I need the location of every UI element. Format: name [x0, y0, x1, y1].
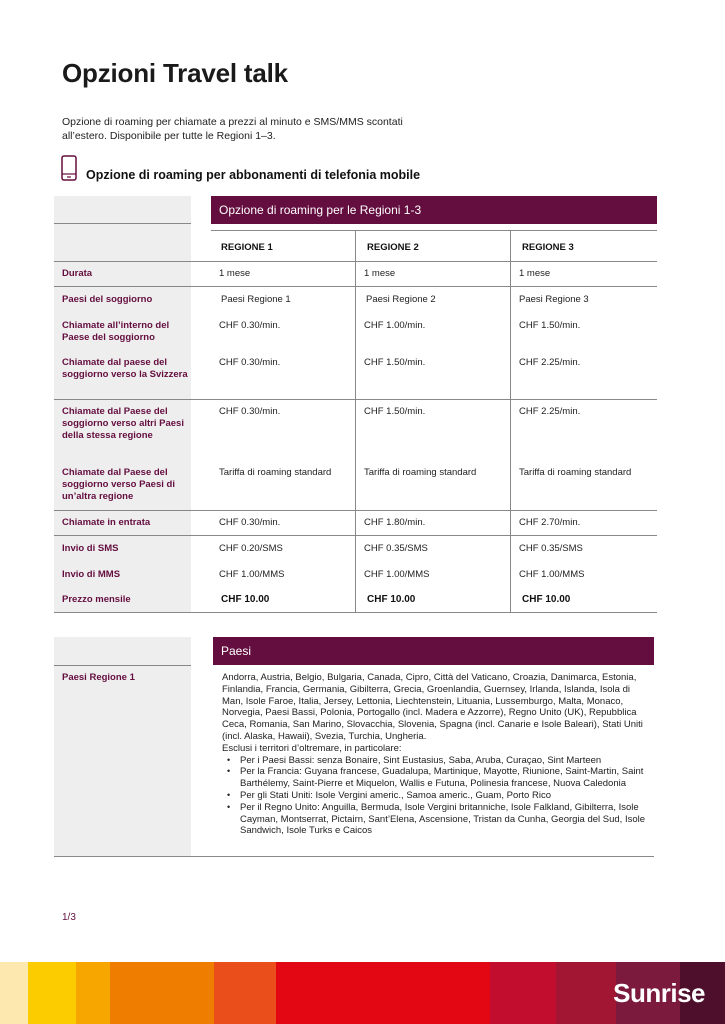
cell-value: CHF 1.00/min. — [364, 320, 426, 331]
row-label-chiamate-interno: Chiamate all’interno del Paese del soggiorno — [62, 320, 170, 343]
cell-value: CHF 0.20/SMS — [219, 543, 283, 554]
table2-label-column — [54, 637, 191, 857]
row-label-chiamate-entrata: Chiamate in entrata — [62, 517, 151, 528]
row-rule — [54, 612, 657, 613]
cell-value: CHF 0.30/min. — [219, 406, 281, 417]
row-rule — [54, 510, 657, 511]
table1-band-title: Opzione di roaming per le Regioni 1-3 — [219, 203, 422, 217]
row-label-durata: Durata — [62, 268, 93, 279]
row-label-invio-sms: Invio di SMS — [62, 543, 119, 554]
list-item: • Per i Paesi Bassi: senza Bonaire, Sint Eustasius, Saba, Aruba, Curaçao, Sint Marteen — [222, 755, 652, 767]
row-rule — [54, 856, 654, 857]
footer-stripe — [0, 962, 28, 1024]
cell-value: Paesi Regione 1 — [221, 294, 291, 305]
footer-stripe — [110, 962, 214, 1024]
row-label-paesi-regione-1: Paesi Regione 1 — [62, 672, 135, 683]
cell-value: 1 mese — [519, 268, 551, 279]
cell-value: CHF 1.80/min. — [364, 517, 426, 528]
page-title: Opzioni Travel talk — [62, 58, 288, 88]
cell-value: Tariffa di roaming standard — [219, 467, 332, 478]
footer-stripe — [76, 962, 110, 1024]
header-regione-1: REGIONE 1 — [221, 242, 273, 253]
col-divider — [510, 230, 511, 613]
row-rule — [54, 535, 657, 536]
price-value: CHF 10.00 — [221, 594, 270, 605]
page-number: 1/3 — [62, 912, 76, 923]
countries-text: Andorra, Austria, Belgio, Bulgaria, Canada, Cipro, Città del Vaticano, Croazia, Danimarca, Estonia, Finlandia, Francia, Germania, Gibilterra, Grecia, Groenlandia, Guernsey, Irlanda, Islanda, Isola di Man, Isole Faroe, Italia, Jersey, Lettonia, Liechtenstein, Lituania, Lussemburgo, Malta, Monaco, Norvegia, Paesi Bassi, Polonia, Portogallo (incl. Madera e Azzorre), Regno Unito (UK), Repubblica Ceca, Romania, San Marino, Slovacchia, Slovenia, Spagna (incl. Canarie e Isole Baleari), Stati Uniti (incl. Alaska, Hawaii), Svezia, Turchia, Ungheria. — [222, 672, 643, 742]
row-label-invio-mms: Invio di MMS — [62, 569, 121, 580]
section-heading: Opzione di roaming per abbonamenti di telefonia mobile — [86, 168, 421, 182]
cell-value: CHF 2.70/min. — [519, 517, 581, 528]
footer-stripe — [214, 962, 276, 1024]
table1-band-header — [211, 196, 657, 224]
row-rule — [54, 223, 191, 224]
cell-value: CHF 0.35/SMS — [364, 543, 428, 554]
header-regione-2: REGIONE 2 — [367, 242, 419, 253]
excluded-territories-list — [222, 755, 652, 838]
footer-stripe — [556, 962, 616, 1024]
cell-value: 1 mese — [364, 268, 396, 279]
row-rule — [54, 665, 191, 666]
row-rule — [54, 399, 657, 400]
cell-value: CHF 0.30/min. — [219, 320, 281, 331]
footer-stripe — [490, 962, 556, 1024]
col-divider — [355, 230, 356, 613]
cell-value: CHF 2.25/min. — [519, 357, 581, 368]
cell-value: Paesi Regione 3 — [519, 294, 589, 305]
list-item: • Per il Regno Unito: Anguilla, Bermuda, Isole Vergini britanniche, Isole Falkland, Gibilterra, Isole Cayman, Montserrat, Pictairn, Sant’Elena, Ascensione, Tristan da Cunha, Georgia del Sud, Isole Sandwich, Isole Turks e Caicos — [222, 802, 652, 837]
sunrise-logo: Sunrise — [613, 978, 705, 1008]
row-label-prezzo-mensile: Prezzo mensile — [62, 594, 131, 605]
cell-value: CHF 0.30/min. — [219, 357, 281, 368]
cell-value: CHF 1.00/MMS — [219, 569, 285, 580]
footer-stripe — [276, 962, 490, 1024]
row-rule — [54, 261, 657, 262]
excluded-intro: Esclusi i territori d’oltremare, in particolare: — [222, 742, 402, 754]
cell-value: CHF 1.50/min. — [364, 357, 426, 368]
cell-value: Paesi Regione 2 — [366, 294, 436, 305]
countries-list — [222, 672, 652, 837]
cell-value: CHF 1.50/min. — [519, 320, 581, 331]
price-value: CHF 10.00 — [522, 594, 571, 605]
cell-value: Tariffa di roaming standard — [519, 467, 632, 478]
table2-band-header — [213, 637, 654, 665]
row-label-paesi-soggiorno: Paesi del soggiorno — [62, 294, 153, 305]
list-item: • Per la Francia: Guyana francese, Guadalupa, Martinique, Mayotte, Riunione, Saint-Martin, Saint Barthélemy, Saint-Pierre et Miquelon, Wallis e Futuna, Polinesia francese, Nuova Caledonia — [222, 766, 652, 790]
row-label-chiamate-stessa-regione: Chiamate dal Paese del soggiorno verso altri Paesi della stessa regione — [62, 406, 184, 441]
cell-value: CHF 1.00/MMS — [519, 569, 585, 580]
price-value: CHF 10.00 — [367, 594, 416, 605]
intro-text: Opzione di roaming per chiamate a prezzi al minuto e SMS/MMS scontati all’estero. Disponibile per tutte le Regioni 1–3. — [62, 116, 403, 142]
header-regione-3: REGIONE 3 — [522, 242, 574, 253]
row-rule — [211, 230, 657, 231]
cell-value: CHF 2.25/min. — [519, 406, 581, 417]
table2-band-title: Paesi — [221, 644, 252, 658]
cell-value: CHF 0.30/min. — [219, 517, 281, 528]
cell-value: CHF 1.50/min. — [364, 406, 426, 417]
cell-value: 1 mese — [219, 268, 251, 279]
row-label-chiamate-altra-regione: Chiamate dal Paese del soggiorno verso Paesi di un’altra regione — [62, 467, 175, 502]
cell-value: CHF 0.35/SMS — [519, 543, 583, 554]
row-rule — [54, 286, 657, 287]
footer-stripe — [28, 962, 76, 1024]
list-item: • Per gli Stati Uniti: Isole Vergini americ., Samoa americ., Guam, Porto Rico — [222, 790, 652, 802]
cell-value: CHF 1.00/MMS — [364, 569, 430, 580]
mobile-phone-icon — [61, 155, 77, 181]
row-label-chiamate-svizzera: Chiamate dal paese del soggiorno verso la Svizzera — [62, 357, 188, 380]
cell-value: Tariffa di roaming standard — [364, 467, 477, 478]
